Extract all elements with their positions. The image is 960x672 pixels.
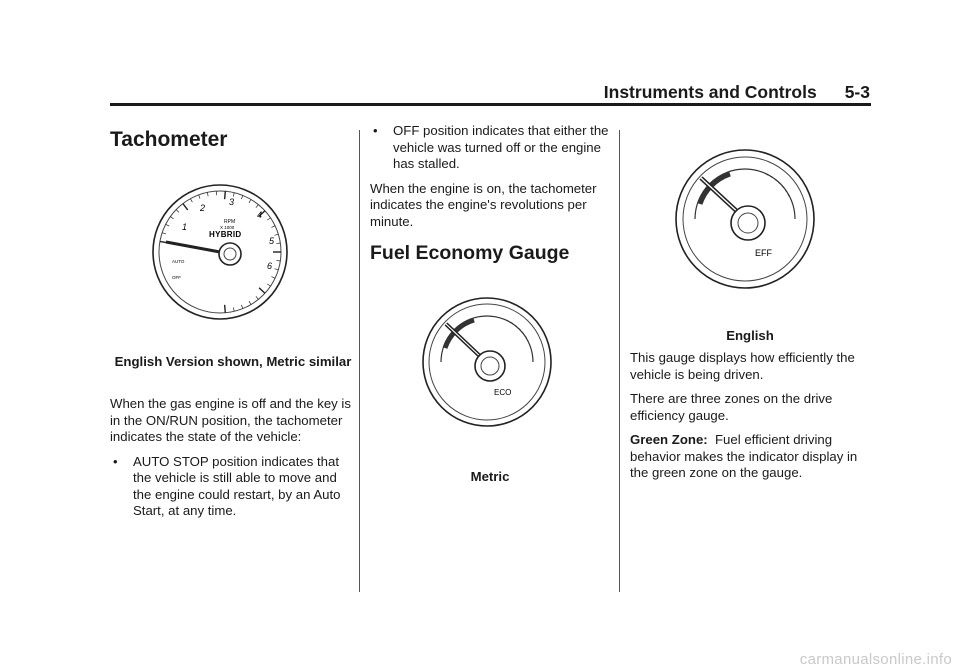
- watermark: carmanualsonline.info: [799, 651, 952, 668]
- column-3-text: [630, 350, 870, 490]
- page-number: 5-3: [844, 82, 870, 102]
- column-2-text: [370, 123, 610, 238]
- tach-scale-label: X 1000: [220, 225, 235, 230]
- zones-paragraph: There are three zones on the drive efficiency gauge.: [630, 391, 833, 423]
- green-zone-text: Fuel efficient driving behavior makes the indicator display in the green zone on the gauge.: [630, 432, 858, 480]
- page-header: [604, 82, 870, 103]
- bullet-dot: •: [113, 453, 118, 469]
- fuel-gauge-metric-illustration: [418, 296, 556, 428]
- tach-auto-label: AUTO: [172, 259, 185, 264]
- fuel-economy-heading: Fuel Economy Gauge: [370, 242, 570, 264]
- tach-number-5: 5: [269, 236, 275, 246]
- tach-number-3: 3: [229, 197, 235, 207]
- bullet-dot: •: [373, 123, 378, 138]
- column-divider-2: [619, 130, 620, 592]
- auto-stop-text: AUTO STOP position indicates that the vehicle is still able to move and the engine could restart, by an Auto Start, at any time.: [133, 453, 341, 518]
- tach-number-1: 1: [182, 222, 188, 232]
- gauge-description-paragraph: This gauge displays how efficiently the vehicle is being driven.: [630, 350, 855, 382]
- column-1-text: [110, 396, 356, 528]
- tach-off-label: OFF: [172, 275, 181, 280]
- fuel-english-label: EFF: [755, 248, 772, 258]
- fuel-metric-label: ECO: [494, 388, 512, 397]
- fuel-gauge-english-illustration: [670, 148, 820, 290]
- english-caption: English: [726, 328, 774, 343]
- column-divider-1: [359, 130, 360, 592]
- tach-rpm-label: RPM: [224, 219, 236, 225]
- off-bullet: [370, 123, 610, 173]
- tach-number-6: 6: [267, 261, 273, 271]
- tach-tick: [225, 305, 226, 313]
- tachometer-caption: English Version shown, Metric similar: [114, 354, 352, 369]
- header-rule: [110, 103, 871, 106]
- tach-number-4: 4: [257, 210, 263, 220]
- tachometer-paragraph: When the gas engine is off and the key is in the ON/RUN position, the tachometer indicates the state of the vehicle:: [110, 396, 351, 444]
- green-zone-paragraph: [630, 432, 870, 482]
- tachometer-heading: Tachometer: [110, 128, 228, 151]
- tach-brand-label: HYBRID: [209, 230, 242, 239]
- green-zone-term: Green Zone:: [630, 432, 708, 447]
- engine-on-paragraph: When the engine is on, the tachometer indicates the engine's revolutions per minute.: [370, 180, 597, 229]
- tach-number-2: 2: [200, 203, 206, 213]
- section-title: Instruments and Controls: [603, 82, 817, 102]
- off-text: OFF position indicates that either the vehicle was turned off or the engine has stalled.: [393, 123, 609, 171]
- tachometer-illustration: [150, 182, 290, 322]
- auto-stop-bullet: [110, 454, 356, 520]
- tach-tick: [225, 191, 226, 199]
- metric-caption: Metric: [470, 469, 510, 484]
